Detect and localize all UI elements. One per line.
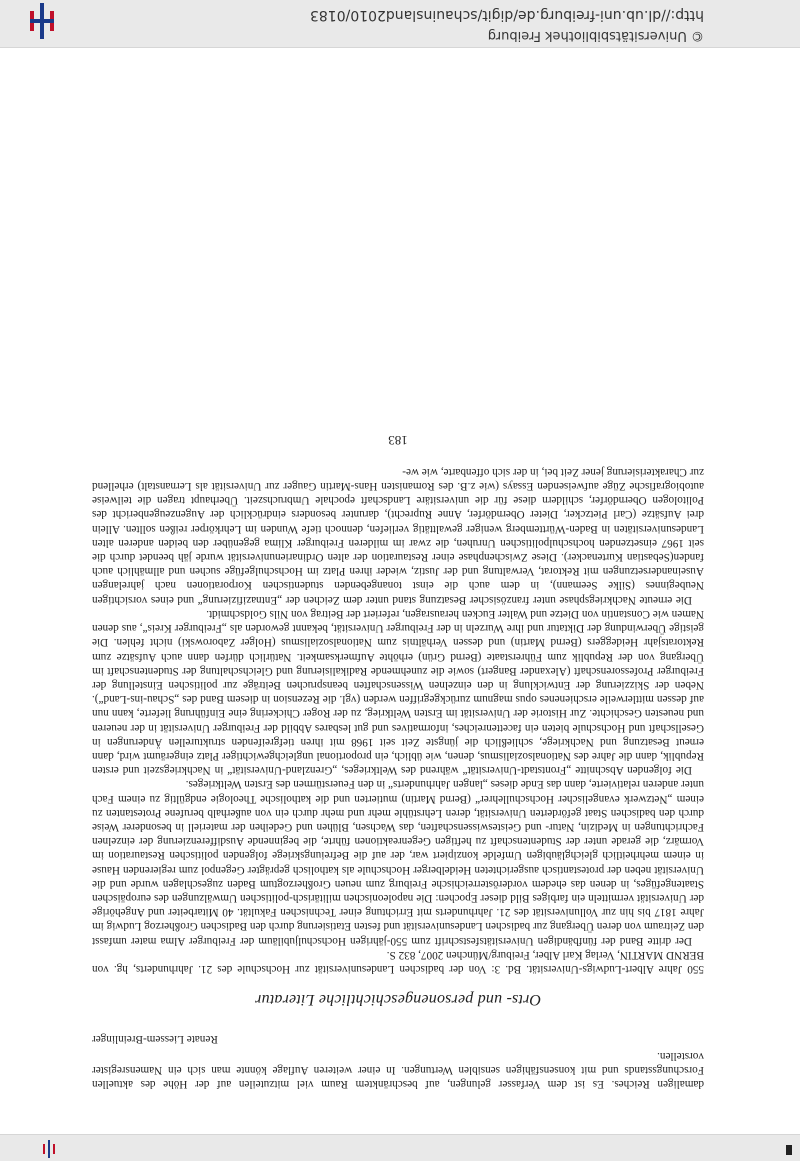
footer-bar (0, 0, 800, 48)
book-citation: 550 Jahre Albert-Ludwigs-Universität. Bd. 3: Von der badischen Landesuniversität zur Hochschule des 21. Jahrhunderts, hg. von BERND MARTIN, Verlag Karl Alber, Freiburg/München 2007, 832 S. (92, 948, 704, 975)
section-heading: Orts- und personengeschichtliche Literatur (254, 991, 542, 1009)
permalink-url[interactable]: http://dl.ub.uni-freiburg.de/digit/schauinsland2010/0183 (309, 7, 704, 23)
reviewer-signature: Renate Liessem-Breinlinger (92, 1033, 218, 1046)
page-marker (786, 1145, 792, 1155)
university-logo-icon (22, 1, 62, 41)
top-bar (0, 1134, 800, 1161)
page-number: 183 (388, 432, 408, 448)
copyright-credit: © Universitätsbibliothek Freiburg (487, 28, 704, 43)
review-closing-paragraph: damaligen Reiches. Es ist dem Verfasser gelungen, auf beschränktem Raum viel mitzuteilen auf der Höhe des aktuellen Forschungsstands und mit konsensfähigen sensiblen Wertungen. In einer weiteren Auflage könnte man sich ein Namensregister vorstellen. (92, 1049, 704, 1090)
review-paragraph-1: Der dritte Band der fünfbändigen Universitätsfestschrift zum 550-jährigen Hochschuljubiläum der Freiburger Alma mater umfasst den Zeitraum von deren Übergang zur badischen Landesuniversität und festen Etatisierung durch den Badischen Großherzog Ludwig im Jahre 1817 bis hin zur Volluniversität des 21. Jahrhunderts mit Errichtung einer Technischen Fakultät. 40 Mitarbeiter und Angehörige der Universität vermitteln ein farbiges Bild dieser Epochen: Die napoleonischen militärisch-politischen Umwälzungen des europäischen Staatengefüges, in denen das ehedem vorderösterreichische Freiburg zum neuen Großherzogtum Baden zugeschlagen wurde und die Universität neben der protestantisch ausgerichteten Heidelberger Hochschule als katholisch geprägter Gegenpol zum regierenden Hause in einem mehrheitlich gleichgläubigen Umfelde konzipiert war, der auf die Befreiungskriege folgenden politischen Restauration im Vormärz, die gerade unter der Studentenschaft zu heftigen Gegenreaktionen führte, die beginnende Ausdifferenzierung der einzelnen Fachrichtungen in Medizin, Natur- und Geisteswissenschaften, das Wachsen, Blühen und Gedeihen der materiell in besonderer Weise durch den badischen Staat geförderten Universität, deren Lehrstühle mehr und mehr durch ein von außerhalb berufene Protestanten zu einem „Netzwerk evangelischer Hochschullehrer“ (Bernd Martin) mutierten und die katholische Theologie endgültig zu einem Fach unter anderen relativierte, dann das Ende dieses „langen Jahrhunderts“ in den Feuerstürmen des Ersten Weltkrieges. (92, 778, 704, 947)
document-body (92, 432, 704, 1091)
university-logo-icon (40, 1140, 58, 1158)
review-paragraph-2: Die folgenden Abschnitte „Frontstadt-Universität“ während des Weltkrieges, „Grenzland-Universität“ in Nachkriegszeit und ersten Republik, dann die Jahre des Nationalsozialismus, denen, wie üblich, ein proportional ungleichgewichtiger Platz eingeräumt wird, dann erneut Besatzung und Nachkriege, schließlich die jüngste Zeit seit 1968 mit ihren tiefgreifenden strukturellen Änderungen in Gesellschaft und Hochschule bieten ein facettenreiches, informatives und gut lesbares Abbild der Freiburger Universität in der neueren und neuesten Geschichte. Zur Historie der Universität im Ersten Weltkrieg, zu der Roger Chickering eine Einführung lieferte, kann nun auf dessen mittlerweile erschienenes opus magnum zurückgegriffen werden (vgl. die Rezension in diesem Band des „Schau-ins-Land“). Neben der Skizzierung der Entwicklung in den einzelnen Wissenschaften beanspruchen Beiträge zur politischen Einstellung der Freiburger Professorenschaft (Alexander Bangert) sowie die zunehmende Radikalisierung und Gleichschaltung der Studentenschaft im Übergang von der Republik zum Führerstaate (Bernd Grün) erhöhte Aufmerksamkeit. Natürlich dürfen dann auch Aufsätze zum Rektoratsjahr Heideggers (Bernd Martin) und dessen Verhältnis zum Nationalsozialismus (Holger Zaborowski) nicht fehlen. Die geistige Überwindung der Diktatur und ihre Wurzeln in der Freiburger Universität, bekannt geworden als „Freiburger Kreis“, aus denen Namen wie Constantin von Dietze und Walter Eucken herausragen, referiert der Beitrag von Nils Goldschmidt. (92, 607, 704, 777)
review-paragraph-3: Die erneute Nachkriegsphase unter französischer Besatzung stand unter dem Zeichen der „Entnazifizierung“ und eines vorsichtigen Neubeginnes (Silke Seemann), in dem auch die einst tonangebenden studentischen Korporationen nach jahrelangen Auseinandersetzungen mit Rektorat, Verwaltung und der Justiz, wieder ihren Platz im Hochschulgefüge suchen und allmählich auch fanden(Sebastian Kurtenacker). Diese Zwischenphase einer Restauration der alten Ordinarienuniversität wurde jäh beendet durch die seit 1967 einsetzenden hochschulpolitischen Unruhen, die zwar im milderen Freiburger Klima gegenüber den beiden anderen alten Landesuniversitäten in Baden-Württemberg weniger gewalttätig verliefen, dennoch tiefe Wunden im Lehrkörper reißen sollten. Allein drei Aufsätze (Carl Pietzcker, Dieter Oberndörfer, Anne Ruprecht), darunter besonders eindrücklich der Augenzeugenbericht des Politologen Oberndörfer, schildern diese für die universitäre Landschaft epochale Umbruchszeit. Überhaupt tragen die teilweise autobiografische Züge aufweisenden Essays (wie z.B. des Romanisten Hans-Martin Gauger zur Universität als Lernanstalt) erhellend zur Charakterisierung jener Zeit bei, in der sich offenbarte, wie we- (92, 465, 704, 606)
